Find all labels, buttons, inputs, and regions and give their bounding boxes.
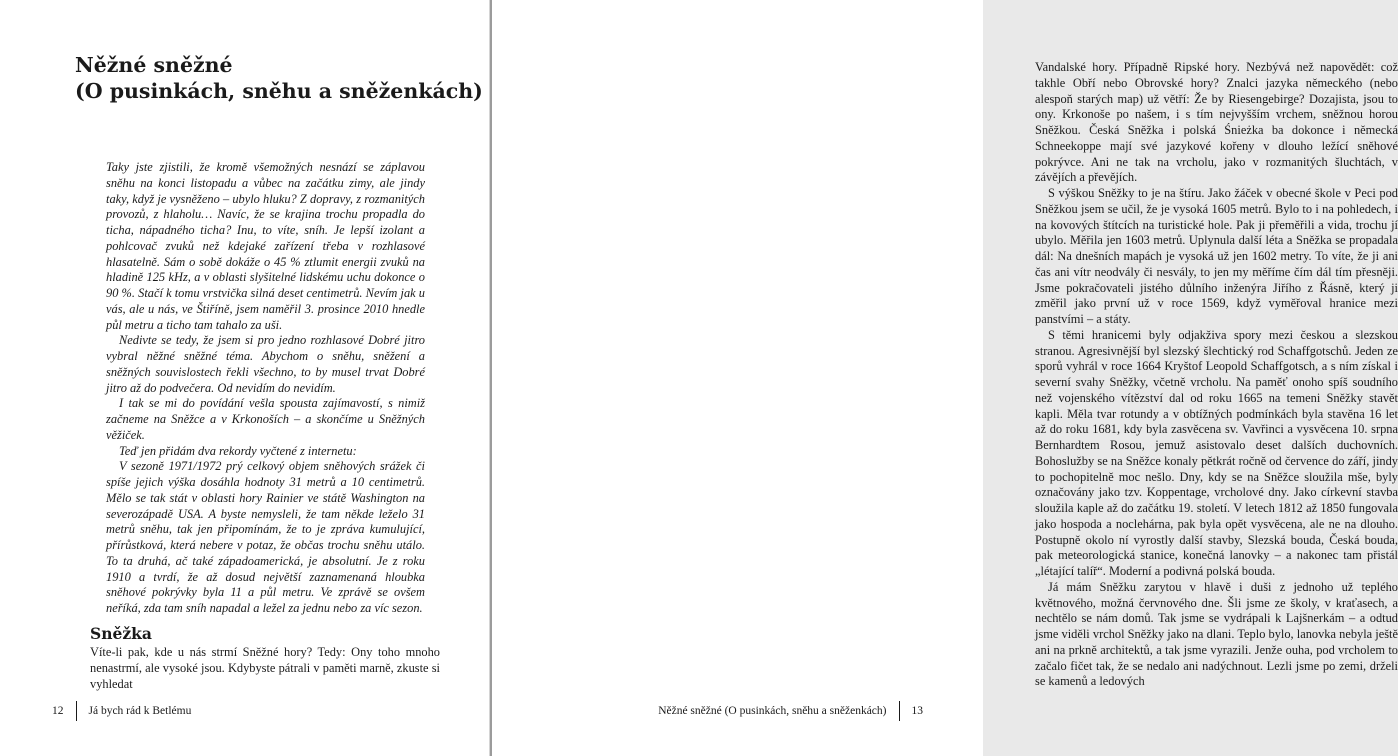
intro-paragraph: Teď jen přidám dva rekordy vyčtené z internetu:	[119, 443, 357, 458]
left-body-text	[90, 645, 440, 692]
chapter-title-line-1: Něžné sněžné	[75, 53, 233, 77]
body-paragraph: Víte-li pak, kde u nás strmí Sněžné hory? Tedy: Ony toho mnoho nenastrmí, ale vysoké jsou. Kdybyste pátrali v paměti marně, zkuste si vyhledat	[90, 645, 440, 691]
body-paragraph: Vandalské hory. Případně Ripské hory. Nezbývá než napovědět: což takhle Obří nebo Obrovské hory? Znalci jazyka německého (nebo alespoň starých map) už větří: Že by Riesengebirge? Dozajista, jsou to ony. Krkonoše po našem, i s tím nejvyšším vrchem, sněžnou horou Sněžkou. Česká Sněžka i polská Śnieżka ba dokonce i německá Schneekoppe mají své jazykové kořeny v dlouho ležící sněhové pokrývce. Ani ne tak na vrcholu, jako v rozmanitých šluchtách, v závějích a převějích.	[1035, 60, 1398, 185]
footer-divider	[76, 701, 77, 721]
body-paragraph: S těmi hranicemi byly odjakživa spory mezi českou a slezskou stranou. Agresivnější byl slezský šlechtický rod Schaffgotschů. Jeden ze sporů vyhrál v roce 1664 Kryštof Leopold Schaffgotsch, a s ním získal i severní svahy Sněžky, včetně vrcholu. Na paměť onoho spíš soudního než vojenského vítězství dal od roku 1665 na temeni Sněžky stavět kapli. Měla tvar rotundy a v obtížných podmínkách byla stavěna 16 let až do roku 1681, kdy byla zasvěcena sv. Vavřinci a vysvěcena 10. srpna Bernhardtem Rosou, jemuž asistovalo deset dalších duchovních. Bohoslužby se na Sněžce konaly pětkrát ročně od července do září, jindy to pochopitelně moc nešlo. Dny, kdy se na Sněžce sloužila mše, byly označovány jako tzv. Koppentage, vrcholové dny. Jako církevní stavba sloužila kaple až do začátku 19. století. V letech 1812 až 1850 fungovala jako hospoda a noclehárna, pak byla opět vysvěcena, ale ne na dlouho. Postupně okolo ní vyrostly další stavby, Slezská bouda, Česká bouda, pak meteorologická stanice, konečná lanovky – a nakonec tam přistál „létající talíř“. Moderní a podivná polská bouda.	[1035, 327, 1398, 578]
body-paragraph: Já mám Sněžku zarytou v hlavě i duši z jednoho už teplého květnového, možná červnového dne. Šli jsme ze školy, v kraťasech, a nechtělo se nám domů. Tak jsme se vydrápali k Lajšnerkám – a odtud jsme viděli vrchol Sněžky jako na dlani. Teplo bylo, lanovka nebyla ještě ani na prkně architektů, a tak jsme vyrazili. Jenže ouha, pod vrcholem to začalo fičet tak, že se nedalo ani nadýchnout. Lezli jsme po zemi, drželi se kamenů a ledových	[1035, 579, 1398, 689]
left-page	[0, 0, 490, 756]
intro-paragraph: Nedivte se tedy, že jsem si pro jedno rozhlasové Dobré jitro vybral něžné sněžné téma. Abychom o sněhu, sněžení a sněžných souvislostech řekli všechno, to by musel trvat Dobré jitro až do podvečera. Od nevidím do nevidím.	[106, 333, 425, 395]
right-footer	[658, 700, 923, 722]
left-footer	[52, 700, 191, 722]
chapter-title-line-2: (O pusinkách, sněhu a sněženkách)	[75, 79, 483, 103]
intro-text	[106, 160, 425, 617]
right-page	[492, 0, 1398, 756]
running-book-title: Já bych rád k Betlému	[88, 705, 192, 717]
page-number-left: 12	[52, 705, 64, 717]
intro-paragraph: I tak se mi do povídání vešla spousta zajímavostí, s nimiž začneme na Sněžce a v Krkonoších – a skončíme u Sněžných věžiček.	[106, 396, 425, 442]
running-chapter-title: Něžné sněžné (O pusinkách, sněhu a sněženkách)	[658, 705, 887, 717]
page-number-right: 13	[911, 705, 923, 717]
intro-paragraph: Taky jste zjistili, že kromě všemožných nesnází se záplavou sněhu na konci listopadu a vůbec na začátku zimy, ale jindy taky, když je vysněženo – ubylo hluku? Z dopravy, z rozmanitých provozů, z hlaholu… Navíc, že se krajina trochu propadla do ticha, nápadného ticha? Inu, to víte, sníh. Je lepší izolant a pohlcovač zvuků než kdejaké zařízení třeba v rozhlasové hlasatelně. Sám o sobě dokáže o 45 % ztlumit energii zvuků na hladině 125 kHz, a v oblasti slyšitelné lidskému uchu dokonce o 90 %. Stačí k tomu vrstvička silná deset centimetrů. Nevím jak u vás, ale u nás, ve Štiříně, jsem naměřil 3. prosince 2010 hnedle půl metru a ticho tam tahalo za uši.	[106, 160, 425, 332]
intro-paragraph: V sezoně 1971/1972 prý celkový objem sněhových srážek či spíše jejich výška dosáhla hodnoty 31 metrů a 10 centimetrů. Mělo se tak stát v oblasti hory Rainier ve státě Washington na severozápadě USA. A byste nemysleli, že tam někde leželo 31 metrů sněhu, tak jen připomínám, že to je zpráva kumulující, přírůstková, která nebere v potaz, že občas trochu sněhu utálo. To ta druhá, ač také západoamerická, je absolutní. Je z roku 1910 a tvrdí, že až dosud největší zaznamenaná hloubka sněhové pokrývky byla 11 a půl metru. Ve zprávě se ovšem neříká, zda tam sníh napadal a ležel za jednu nebo za víc sezon.	[106, 459, 425, 615]
footer-divider	[899, 701, 900, 721]
right-body-text	[1035, 60, 1398, 690]
section-heading: Sněžka	[90, 624, 152, 643]
body-paragraph: S výškou Sněžky to je na štíru. Jako žáček v obecné škole v Peci pod Sněžkou jsem se učil, že je vysoká 1605 metrů. Bylo to i na pohledech, i na kovových štítcích na turistické hole. Pak ji přeměřili a vida, trochu jí ubylo. Měřila jen 1603 metrů. Uplynula další léta a Sněžka se propadala dál: Na dnešních mapách je vysoká už jen 1602 metry. To víte, že ji ani čas ani vítr neodvály či nesvály, to jen my měříme čím dál tím přesněji. Jsme pokračovateli jistého důlního inženýra Jiřího z Řásně, který ji změřil jako první už v roce 1569, když vyměřoval hranice mezi panstvími – a státy.	[1035, 186, 1398, 326]
chapter-title	[75, 52, 483, 104]
